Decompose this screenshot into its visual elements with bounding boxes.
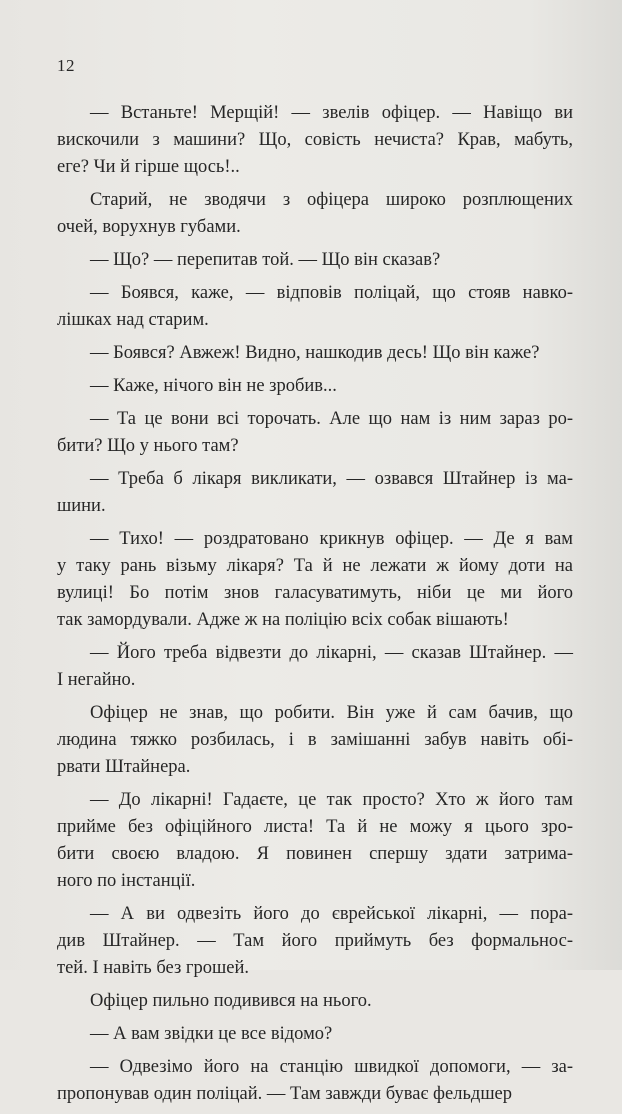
text-line: вулиці! Бо потім знов галасуватимуть, ніби це ми його <box>57 583 573 603</box>
text-line: — А вам звідки це все відомо? <box>90 1024 333 1044</box>
text-line: Офіцер пильно подивився на нього. <box>90 991 372 1011</box>
text-line: людина тяжко розбилась, і в замішанні забув навіть обі- <box>57 730 573 750</box>
text-line: — Тихо! — роздратовано крикнув офіцер. — Де я вам <box>90 529 573 549</box>
text-line: шини. <box>57 496 106 516</box>
paragraph <box>57 787 573 895</box>
text-line: — Встаньте! Мерщій! — звелів офіцер. — Навіщо ви <box>90 103 573 123</box>
text-line: — До лікарні! Гадаєте, це так просто? Хто ж його там <box>90 790 573 810</box>
paragraph <box>57 526 573 634</box>
text-line: І негайно. <box>57 670 136 690</box>
text-line: пропонував один поліцай. — Там завжди буває фельдшер <box>57 1084 513 1104</box>
paragraph <box>57 1021 573 1048</box>
text-body <box>57 100 573 1114</box>
paragraph <box>57 406 573 460</box>
paragraph <box>57 466 573 520</box>
text-line: ного по інстанції. <box>57 871 196 891</box>
text-line: Старий, не зводячи з офіцера широко розплющених <box>90 190 573 210</box>
text-line: лішках над старим. <box>57 310 209 330</box>
text-line: — Та це вони всі торочать. Але що нам із ним зараз ро- <box>90 409 573 429</box>
text-line: очей, ворухнув губами. <box>57 217 241 237</box>
text-line: прийме без офіційного листа! Та й не можу я цього зро- <box>57 817 573 837</box>
text-line: еге? Чи й гірше щось!.. <box>57 157 240 177</box>
paragraph <box>57 187 573 241</box>
text-line: бити? Що у нього там? <box>57 436 239 456</box>
paragraph <box>57 640 573 694</box>
paragraph <box>57 280 573 334</box>
paragraph <box>57 988 573 1015</box>
paragraph <box>57 247 573 274</box>
text-line: рвати Штайнера. <box>57 757 191 777</box>
text-line: — Його треба відвезти до лікарні, — сказав Штайнер. — <box>90 643 573 663</box>
text-line: — Треба б лікаря викликати, — озвався Штайнер із ма- <box>90 469 573 489</box>
paragraph <box>57 1054 573 1108</box>
page-number: 12 <box>57 56 75 75</box>
text-line: Офіцер не знав, що робити. Він уже й сам бачив, що <box>90 703 573 723</box>
text-line: бити своєю владою. Я повинен спершу здати затрима- <box>57 844 573 864</box>
paragraph <box>57 373 573 400</box>
text-line: так замордували. Адже ж на поліцію всіх собак вішають! <box>57 610 509 630</box>
text-line: — Боявся, каже, — відповів поліцай, що стояв навко- <box>90 283 573 303</box>
text-line: у таку рань візьму лікаря? Та й не лежати ж йому доти на <box>57 556 573 576</box>
text-line: вискочили з машини? Що, совість нечиста? Крав, мабуть, <box>57 130 573 150</box>
paragraph <box>57 700 573 781</box>
text-line: — Одвезімо його на станцію швидкої допомоги, — за- <box>90 1057 573 1077</box>
paragraph <box>57 340 573 367</box>
text-line: див Штайнер. — Там його приймуть без формальнос- <box>57 931 573 951</box>
text-line: — Каже, нічого він не зробив... <box>90 376 337 396</box>
text-line: — Що? — перепитав той. — Що він сказав? <box>90 250 441 270</box>
text-line: — А ви одвезіть його до єврейської лікарні, — пора- <box>90 904 573 924</box>
text-line: — Боявся? Авжеж! Видно, нашкодив десь! Що він каже? <box>90 343 540 363</box>
paragraph <box>57 100 573 181</box>
text-line: тей. І навіть без грошей. <box>57 958 249 978</box>
